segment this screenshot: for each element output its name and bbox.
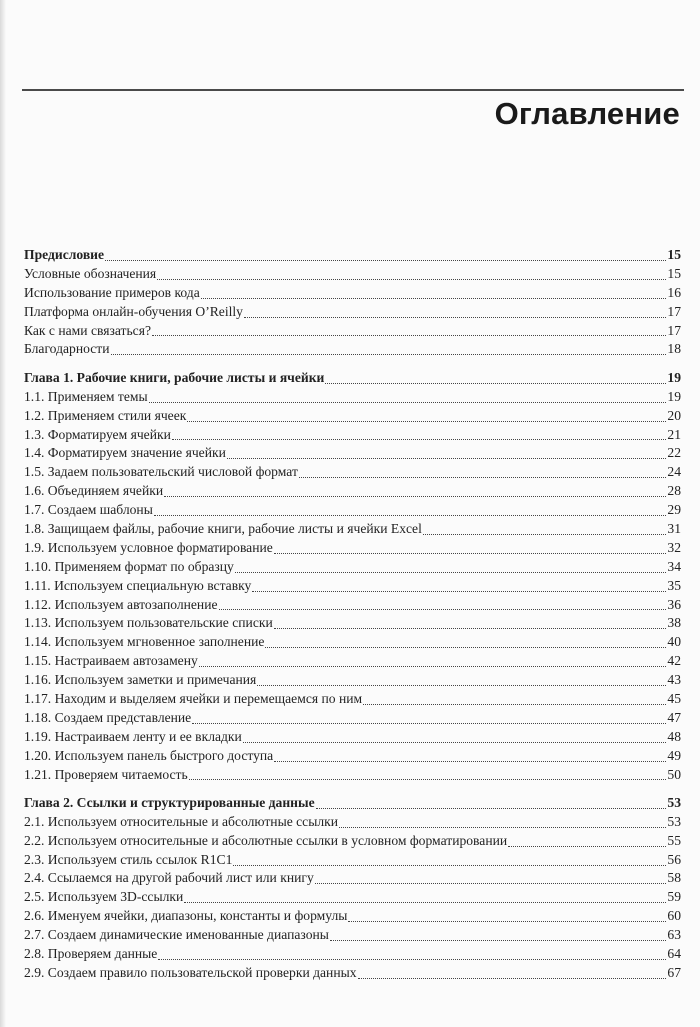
toc-entry — [24, 558, 681, 577]
toc-page-number: 47 — [667, 709, 681, 725]
toc-dot-leader — [265, 647, 666, 648]
toc-page-number: 22 — [667, 445, 681, 461]
toc-page-number: 60 — [667, 908, 681, 924]
toc-page-number: 49 — [667, 747, 681, 763]
toc-entry — [24, 596, 681, 615]
toc-entry — [24, 407, 681, 426]
toc-entry — [24, 671, 681, 690]
toc-dot-leader — [274, 553, 667, 554]
toc-page-number: 43 — [667, 672, 681, 688]
toc-page-number: 16 — [667, 284, 681, 300]
toc-entry — [24, 907, 681, 926]
toc-entry-title: 1.16. Используем заметки и примечания — [24, 672, 257, 688]
toc-entry — [24, 520, 681, 539]
toc-entry-title: 1.8. Защищаем файлы, рабочие книги, рабочие листы и ячейки Excel — [24, 520, 422, 536]
toc-dot-leader — [192, 723, 666, 724]
toc-entry — [24, 577, 681, 596]
toc-page-number: 18 — [667, 341, 681, 357]
toc-entry — [24, 851, 681, 870]
table-of-contents — [24, 246, 681, 983]
toc-dot-leader — [157, 279, 666, 280]
toc-entry — [24, 888, 681, 907]
toc-section — [24, 246, 681, 359]
toc-dot-leader — [164, 496, 666, 497]
toc-dot-leader — [363, 704, 666, 705]
toc-entry — [24, 426, 681, 445]
toc-entry — [24, 463, 681, 482]
toc-chapter-entry — [24, 369, 681, 388]
toc-entry-title: Как с нами связаться? — [24, 322, 151, 338]
toc-dot-leader — [315, 883, 667, 884]
toc-dot-leader — [299, 477, 667, 478]
toc-dot-leader — [274, 761, 666, 762]
toc-entry-title: 1.15. Настраиваем автозамену — [24, 653, 198, 669]
toc-dot-leader — [330, 940, 666, 941]
toc-page-number: 19 — [667, 388, 681, 404]
toc-entry-title: Использование примеров кода — [24, 284, 200, 300]
toc-entry-title: 1.18. Создаем представление — [24, 709, 192, 725]
toc-entry — [24, 870, 681, 889]
toc-entry — [24, 482, 681, 501]
toc-entry — [24, 444, 681, 463]
toc-page-number: 15 — [667, 246, 681, 262]
toc-entry — [24, 813, 681, 832]
page-title: Оглавление — [494, 96, 680, 131]
toc-entry — [24, 652, 681, 671]
toc-entry-title: 1.4. Форматируем значение ячейки — [24, 445, 226, 461]
toc-dot-leader — [158, 959, 666, 960]
toc-entry-title: 1.6. Объединяем ячейки — [24, 483, 164, 499]
toc-dot-leader — [189, 779, 667, 780]
toc-entry — [24, 265, 681, 284]
toc-entry — [24, 766, 681, 785]
toc-entry-title: Условные обозначения — [24, 265, 157, 281]
toc-entry — [24, 340, 681, 359]
toc-dot-leader — [316, 808, 667, 809]
toc-entry — [24, 945, 681, 964]
toc-page-number: 59 — [667, 889, 681, 905]
toc-page-number: 58 — [667, 870, 681, 886]
toc-entry — [24, 614, 681, 633]
toc-page-number: 28 — [667, 483, 681, 499]
toc-page-number: 45 — [667, 690, 681, 706]
toc-chapter-entry — [24, 794, 681, 813]
toc-entry-title: Глава 1. Рабочие книги, рабочие листы и ячейки — [24, 369, 325, 385]
toc-page-number: 36 — [667, 596, 681, 612]
toc-page-number: 31 — [667, 520, 681, 536]
toc-entry-title: 2.3. Используем стиль ссылок R1C1 — [24, 851, 233, 867]
toc-page-number: 17 — [667, 322, 681, 338]
toc-dot-leader — [172, 439, 667, 440]
toc-entry-title: Предисловие — [24, 246, 105, 262]
toc-entry — [24, 964, 681, 983]
toc-entry-title: Платформа онлайн-обучения O’Reilly — [24, 303, 243, 319]
toc-entry — [24, 303, 681, 322]
header-rule — [22, 89, 684, 91]
toc-dot-leader — [233, 865, 666, 866]
toc-page-number: 21 — [667, 426, 681, 442]
toc-entry — [24, 388, 681, 407]
toc-dot-leader — [274, 628, 667, 629]
toc-entry-title: 1.17. Находим и выделяем ячейки и перемещаемся по ним — [24, 690, 363, 706]
toc-entry-title: 1.5. Задаем пользовательский числовой формат — [24, 464, 298, 480]
toc-dot-leader — [149, 402, 667, 403]
toc-entry-title: 2.5. Используем 3D-ссылки — [24, 889, 184, 905]
toc-page-number: 32 — [667, 539, 681, 555]
toc-entry — [24, 709, 681, 728]
toc-page-number: 48 — [667, 728, 681, 744]
toc-page-number: 19 — [667, 369, 681, 385]
toc-entry — [24, 690, 681, 709]
toc-page-number: 53 — [667, 813, 681, 829]
toc-page-number: 63 — [667, 927, 681, 943]
toc-entry-title: 2.2. Используем относительные и абсолютные ссылки в условном форматировании — [24, 832, 508, 848]
toc-dot-leader — [199, 666, 667, 667]
toc-entry — [24, 284, 681, 303]
toc-dot-leader — [244, 317, 666, 318]
toc-entry-title: 1.9. Используем условное форматирование — [24, 539, 273, 555]
toc-entry — [24, 926, 681, 945]
page-edge-shadow — [0, 0, 6, 1027]
toc-page-number: 20 — [667, 407, 681, 423]
toc-page-number: 67 — [667, 964, 681, 980]
toc-entry-title: 1.11. Используем специальную вставку — [24, 577, 252, 593]
toc-page-number: 56 — [667, 851, 681, 867]
toc-entry-title: 1.10. Применяем формат по образцу — [24, 558, 234, 574]
toc-entry-title: 2.9. Создаем правило пользовательской проверки данных — [24, 964, 357, 980]
toc-page-number: 15 — [667, 265, 681, 281]
toc-entry-title: 1.20. Используем панель быстрого доступа — [24, 747, 274, 763]
toc-page-number: 17 — [667, 303, 681, 319]
toc-dot-leader — [219, 609, 667, 610]
toc-dot-leader — [508, 846, 666, 847]
toc-dot-leader — [243, 742, 667, 743]
toc-dot-leader — [227, 458, 667, 459]
toc-dot-leader — [184, 902, 666, 903]
toc-entry-title: 1.7. Создаем шаблоны — [24, 502, 153, 518]
toc-page-number: 50 — [667, 766, 681, 782]
toc-section — [24, 794, 681, 983]
toc-entry-title: 2.8. Проверяем данные — [24, 946, 158, 962]
toc-dot-leader — [252, 591, 666, 592]
toc-entry-title: 2.1. Используем относительные и абсолютные ссылки — [24, 813, 339, 829]
toc-dot-leader — [358, 978, 667, 979]
toc-section — [24, 369, 681, 785]
toc-page-number: 42 — [667, 653, 681, 669]
toc-entry — [24, 747, 681, 766]
toc-page-number: 34 — [667, 558, 681, 574]
toc-dot-leader — [339, 827, 666, 828]
toc-dot-leader — [187, 421, 666, 422]
toc-entry — [24, 539, 681, 558]
toc-entry — [24, 728, 681, 747]
toc-entry — [24, 633, 681, 652]
toc-page-number: 29 — [667, 502, 681, 518]
toc-page-number: 55 — [667, 832, 681, 848]
toc-page-number: 40 — [667, 634, 681, 650]
toc-entry-title: 1.1. Применяем темы — [24, 388, 148, 404]
toc-entry — [24, 832, 681, 851]
toc-entry-title: 2.7. Создаем динамические именованные диапазоны — [24, 927, 329, 943]
toc-entry-title: 2.4. Ссылаемся на другой рабочий лист или книгу — [24, 870, 314, 886]
toc-page-number: 64 — [667, 946, 681, 962]
toc-dot-leader — [257, 685, 666, 686]
toc-entry-title: 2.6. Именуем ячейки, диапазоны, константы и формулы — [24, 908, 348, 924]
toc-entry-title: 1.3. Форматируем ячейки — [24, 426, 171, 442]
toc-dot-leader — [325, 383, 666, 384]
toc-entry-title: 1.21. Проверяем читаемость — [24, 766, 188, 782]
toc-entry — [24, 501, 681, 520]
toc-entry — [24, 322, 681, 341]
toc-page-number: 38 — [667, 615, 681, 631]
toc-dot-leader — [152, 335, 666, 336]
toc-entry-title: 1.13. Используем пользовательские списки — [24, 615, 273, 631]
toc-entry-title: Глава 2. Ссылки и структурированные данные — [24, 794, 315, 810]
toc-dot-leader — [111, 354, 667, 355]
toc-dot-leader — [423, 534, 667, 535]
toc-dot-leader — [235, 572, 667, 573]
toc-entry-title: 1.19. Настраиваем ленту и ее вкладки — [24, 728, 242, 744]
toc-page-number: 24 — [667, 464, 681, 480]
toc-entry-title: Благодарности — [24, 341, 110, 357]
toc-dot-leader — [154, 515, 667, 516]
toc-entry-title: 1.14. Используем мгновенное заполнение — [24, 634, 265, 650]
toc-dot-leader — [348, 921, 666, 922]
toc-entry-title: 1.2. Применяем стили ячеек — [24, 407, 187, 423]
toc-chapter-entry — [24, 246, 681, 265]
toc-dot-leader — [201, 298, 667, 299]
toc-entry-title: 1.12. Используем автозаполнение — [24, 596, 218, 612]
toc-page-number: 35 — [667, 577, 681, 593]
toc-page-number: 53 — [667, 794, 681, 810]
toc-dot-leader — [105, 260, 666, 261]
